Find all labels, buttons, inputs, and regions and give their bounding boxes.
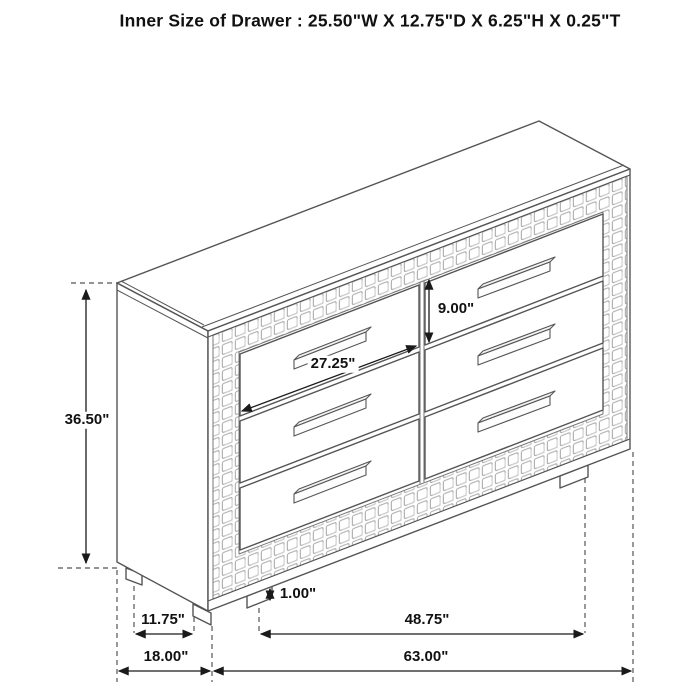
dimension-label-foot-height: 1.00" bbox=[277, 586, 319, 603]
dimension-label-side-foot-spacing: 11.75" bbox=[138, 612, 188, 629]
dimension-label-overall-width: 63.00" bbox=[401, 649, 452, 666]
dimension-label-overall-height: 36.50" bbox=[62, 412, 113, 429]
dimension-label-drawer-height: 9.00" bbox=[435, 301, 477, 318]
page-title: Inner Size of Drawer : 25.50"W X 12.75"D X 6.25"H X 0.25"T bbox=[119, 10, 621, 31]
dresser-body bbox=[117, 121, 630, 625]
dimension-label-front-feet-span: 48.75" bbox=[402, 612, 453, 629]
dimension-label-overall-depth: 18.00" bbox=[141, 649, 192, 666]
dimension-label-drawer-width: 27.25" bbox=[308, 356, 359, 373]
side-panel bbox=[117, 283, 208, 611]
